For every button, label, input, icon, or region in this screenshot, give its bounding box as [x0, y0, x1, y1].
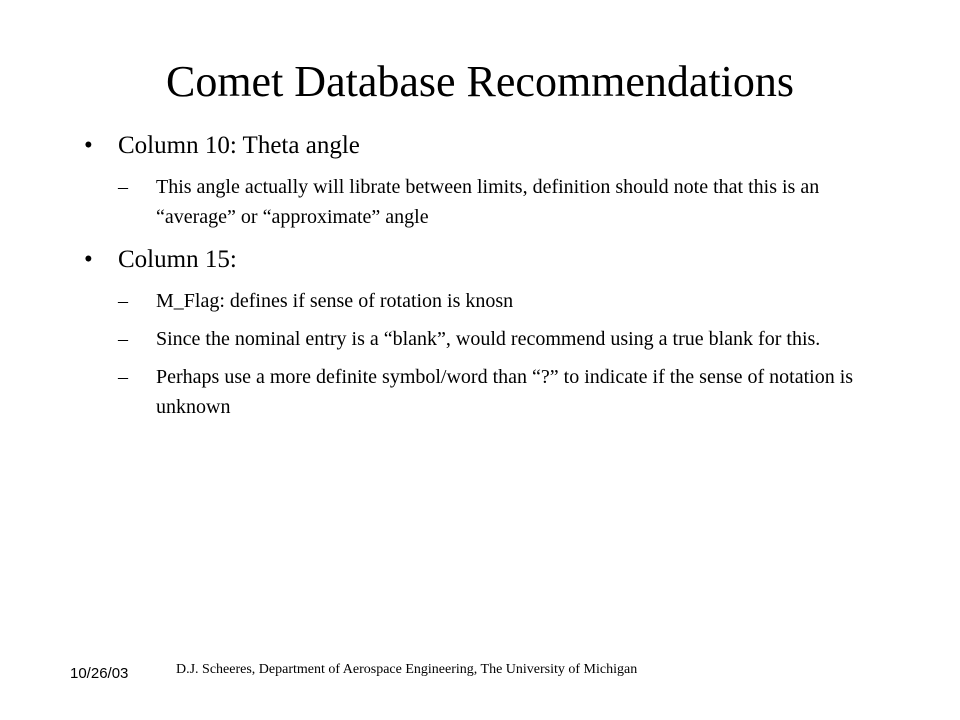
dash-icon: – — [118, 366, 128, 388]
sub-bullet-text: Perhaps use a more definite symbol/word than “?” to indicate if the sense of notation is unknown — [156, 366, 854, 418]
sub-bullet-item — [118, 286, 884, 316]
footer-date: 10/26/03 — [70, 665, 129, 682]
sub-bullet-item — [118, 324, 884, 354]
bullet-text: Column 10: Theta angle — [118, 132, 360, 159]
sub-list — [118, 286, 884, 422]
sub-list — [118, 172, 884, 232]
sub-bullet-text: Since the nominal entry is a “blank”, would recommend using a true blank for this. — [156, 328, 821, 350]
bullet-item — [84, 128, 884, 232]
bullet-icon: • — [84, 246, 93, 273]
sub-bullet-text: M_Flag: defines if sense of rotation is knosn — [156, 290, 514, 312]
bullet-text: Column 15: — [118, 246, 237, 273]
sub-bullet-text: This angle actually will librate between limits, definition should note that this is an “average” or “approximate” angle — [156, 176, 820, 228]
bullet-item — [84, 242, 884, 422]
dash-icon: – — [118, 176, 128, 198]
sub-bullet-item — [118, 362, 884, 422]
footer-credit: D.J. Scheeres, Department of Aerospace Engineering, The University of Michigan — [176, 662, 638, 677]
bullet-icon: • — [84, 132, 93, 159]
dash-icon: – — [118, 328, 128, 350]
slide-title: Comet Database Recommendations — [165, 57, 795, 106]
sub-bullet-item — [118, 172, 884, 232]
slide-content — [84, 128, 884, 430]
dash-icon: – — [118, 290, 128, 312]
